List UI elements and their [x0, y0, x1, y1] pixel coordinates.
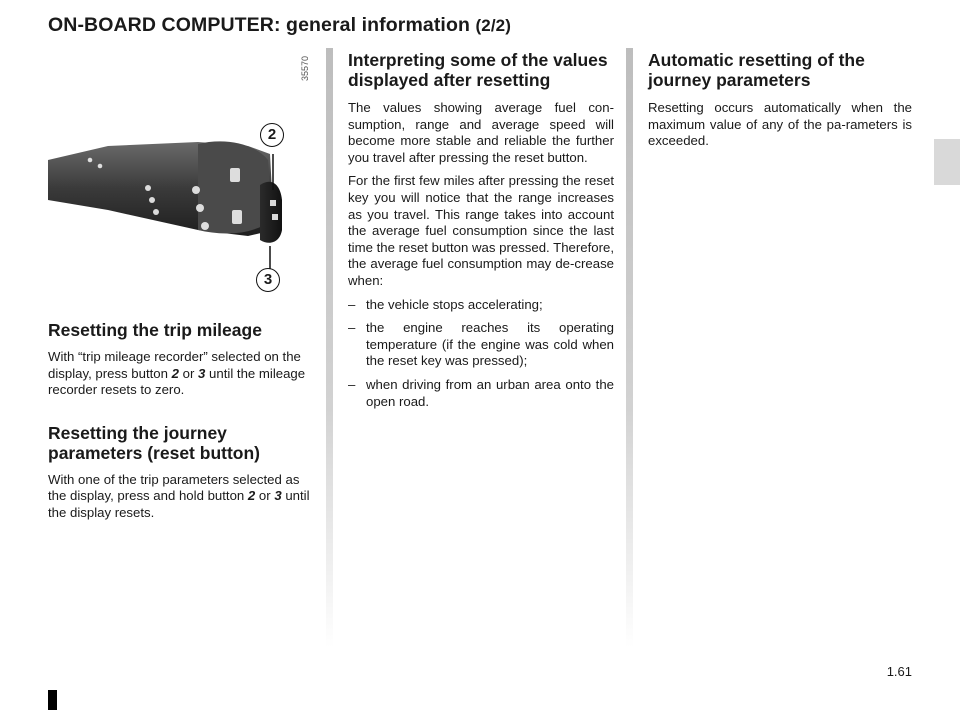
text-fragment: With one of the trip parameters selected as the display, press and hold button — [48, 471, 300, 504]
bullet-item — [348, 297, 614, 314]
column-3 — [648, 50, 912, 157]
column-1 — [48, 50, 312, 529]
button-ref: 2 — [247, 488, 256, 504]
text-fragment: With “trip mileage recorder” selected on the display, press button — [48, 349, 301, 381]
automatic-resetting-paragraph: Resetting occurs automatically when the maximum value of any of the pa-rameters is exceeded. — [648, 100, 912, 149]
text-fragment: or — [178, 365, 199, 381]
text-fragment: until the display resets. — [48, 488, 310, 520]
section-heading-automatic-resetting: Automatic resetting of the journey parameters — [648, 50, 865, 90]
section-heading-journey-parameters: Resetting the journey parameters (reset button) — [48, 422, 260, 463]
stalk-illustration — [48, 50, 312, 300]
figure-code: 35570 — [300, 56, 310, 82]
bullet-text: the engine reaches its operating temperature (if the engine was cold when the reset key was pressed); — [366, 320, 614, 369]
callout-2: 2 — [260, 123, 284, 147]
text-fragment: until the mileage recorder resets to zero. — [48, 365, 306, 398]
chapter-tab-marker — [934, 139, 960, 185]
page-title — [48, 14, 511, 37]
page-number: 1.61 — [886, 664, 912, 679]
button-ref: 2 — [171, 365, 179, 381]
page-title-text: ON-BOARD COMPUTER: general information — [48, 14, 470, 36]
bullet-text: when driving from an urban area onto the open road. — [366, 376, 614, 409]
button-ref: 3 — [198, 365, 206, 381]
section-heading-trip-mileage: Resetting the trip mileage — [48, 320, 262, 340]
column-2 — [348, 50, 614, 417]
interpreting-paragraph-1: The values showing average fuel con-sumption, range and average speed will become more stable and reliable the further you travel after pressing the reset button. — [348, 100, 614, 165]
column-divider-right — [626, 48, 633, 648]
wiper-stalk-icon — [48, 50, 312, 300]
bullet-dash: – — [348, 376, 356, 392]
column-divider-left — [326, 48, 333, 648]
interpreting-paragraph-2: For the first few miles after pressing the reset key you will notice that the range increases as you travel. This range takes into account the average fuel consumption since the last time the reset button was pressed. Therefore, the average fuel consumption may de-crease when: — [348, 173, 614, 288]
journey-parameters-text — [48, 472, 312, 522]
text-fragment: or — [255, 488, 275, 504]
trip-mileage-text — [48, 349, 312, 399]
bullet-item — [348, 377, 614, 410]
bullet-item — [348, 320, 614, 370]
button-ref: 3 — [274, 488, 282, 504]
bullet-dash: – — [348, 320, 356, 336]
corner-mark — [48, 690, 57, 710]
bullet-text: the vehicle stops accelerating; — [366, 296, 543, 312]
callout-3: 3 — [256, 268, 280, 292]
section-heading-interpreting-values: Interpreting some of the values displayed after resetting — [348, 50, 608, 90]
page-title-suffix: (2/2) — [475, 16, 511, 35]
bullet-dash: – — [348, 296, 356, 312]
